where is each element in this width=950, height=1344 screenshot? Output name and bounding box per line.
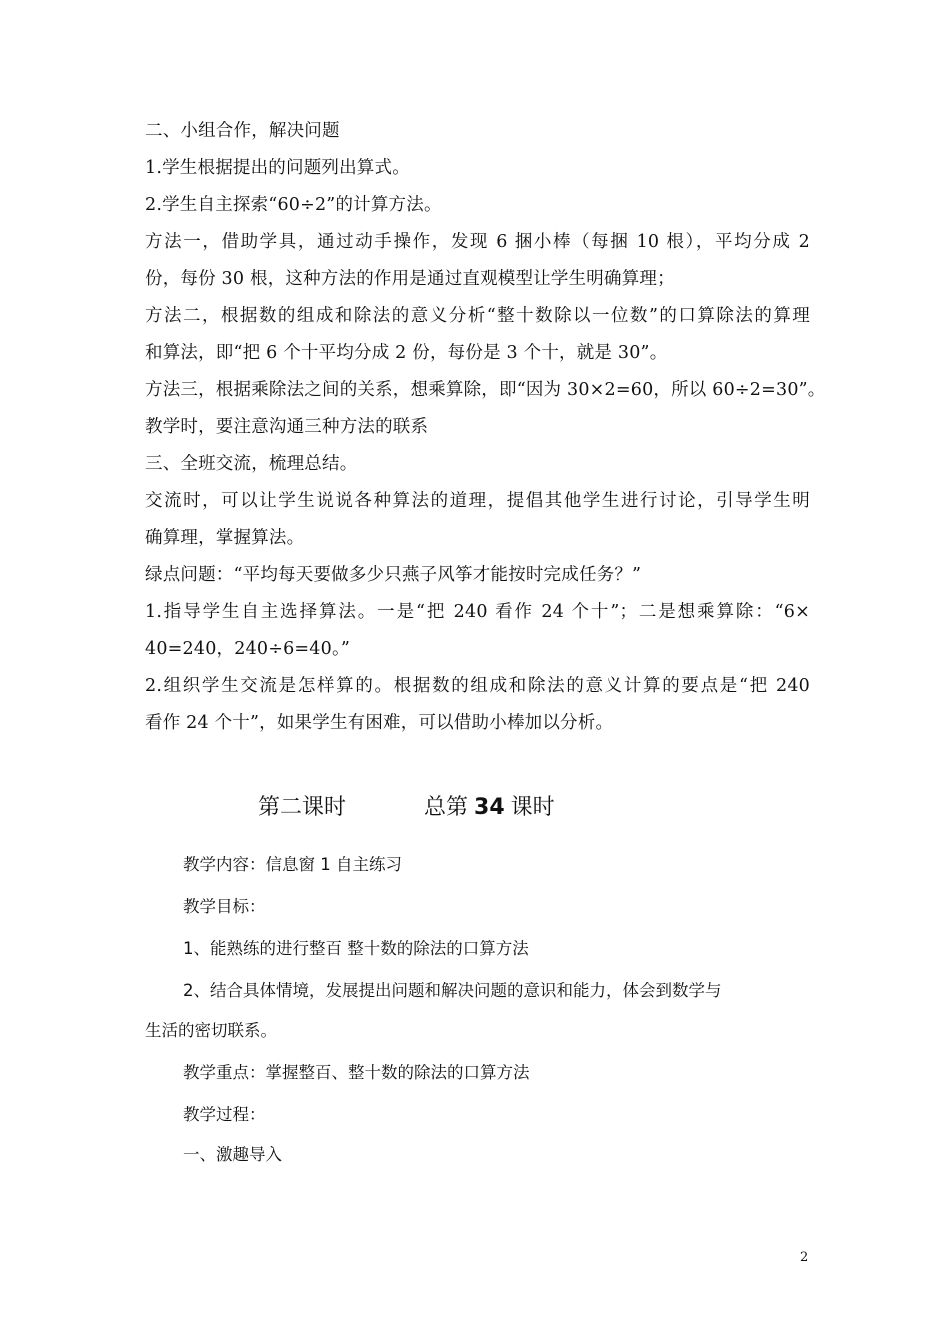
- paragraph: 方法一，借助学具，通过动手操作，发现 6 捆小棒（每捆 10 根），平均分成 2: [145, 232, 810, 252]
- paragraph: 教学时，要注意沟通三种方法的联系: [145, 417, 429, 437]
- lesson-number: 34: [474, 795, 505, 820]
- paragraph: 和算法，即“把 6 个十平均分成 2 份，每份是 3 个十，就是 30”。: [145, 343, 668, 363]
- section-collaborate: [145, 113, 826, 742]
- step-warmup: 一、激趣导入: [183, 1145, 282, 1164]
- paragraph: 份，每份 30 根，这种方法的作用是通过直观模型让学生明确算理；: [145, 269, 675, 289]
- heading-group-work: 二、小组合作，解决问题: [145, 121, 340, 141]
- paragraph: 方法三，根据乘除法之间的关系，想乘算除，即“因为 30×2=60，所以 60÷2=30”。: [145, 380, 826, 400]
- paragraph: 2.组织学生交流是怎样算的。根据数的组成和除法的意义计算的要点是“把 240: [145, 676, 810, 696]
- teaching-key-point: 教学重点：掌握整百、整十数的除法的口算方法: [183, 1063, 530, 1082]
- paragraph: 方法二，根据数的组成和除法的意义分析“整十数除以一位数”的口算除法的算理: [145, 306, 810, 326]
- teaching-process-label: 教学过程：: [183, 1105, 266, 1124]
- teaching-goal-1: 1、能熟练的进行整百 整十数的除法的口算方法: [183, 939, 529, 958]
- lesson-title-suffix: 课时: [510, 795, 555, 820]
- teaching-goal-2-cont: 生活的密切联系。: [145, 1021, 277, 1040]
- paragraph: 绿点问题：“平均每天要做多少只燕子风筝才能按时完成任务？”: [145, 565, 642, 585]
- teaching-content: 教学内容：信息窗 1 自主练习: [183, 855, 402, 874]
- lesson-title-prefix: 总第: [424, 795, 469, 820]
- page-number: 2: [800, 1250, 809, 1265]
- heading-class-exchange: 三、全班交流，梳理总结。: [145, 454, 358, 474]
- paragraph: 看作 24 个十”，如果学生有困难，可以借助小棒加以分析。: [145, 713, 614, 733]
- paragraph: 40=240，240÷6=40。”: [145, 639, 351, 659]
- lesson-title-left: 第二课时: [258, 795, 347, 820]
- paragraph: 1.学生根据提出的问题列出算式。: [145, 158, 410, 178]
- teaching-goal-2: 2、结合具体情境，发展提出问题和解决问题的意识和能力，体会到数学与: [183, 981, 722, 1000]
- teaching-goals-label: 教学目标：: [183, 897, 266, 916]
- paragraph: 确算理，掌握算法。: [145, 528, 305, 548]
- paragraph: 2.学生自主探索“60÷2”的计算方法。: [145, 195, 442, 215]
- paragraph: 交流时，可以让学生说说各种算法的道理，提倡其他学生进行讨论，引导学生明: [145, 491, 810, 511]
- lesson-title: [258, 788, 555, 828]
- paragraph: 1.指导学生自主选择算法。一是“把 240 看作 24 个十”；二是想乘算除：“6×: [145, 602, 810, 622]
